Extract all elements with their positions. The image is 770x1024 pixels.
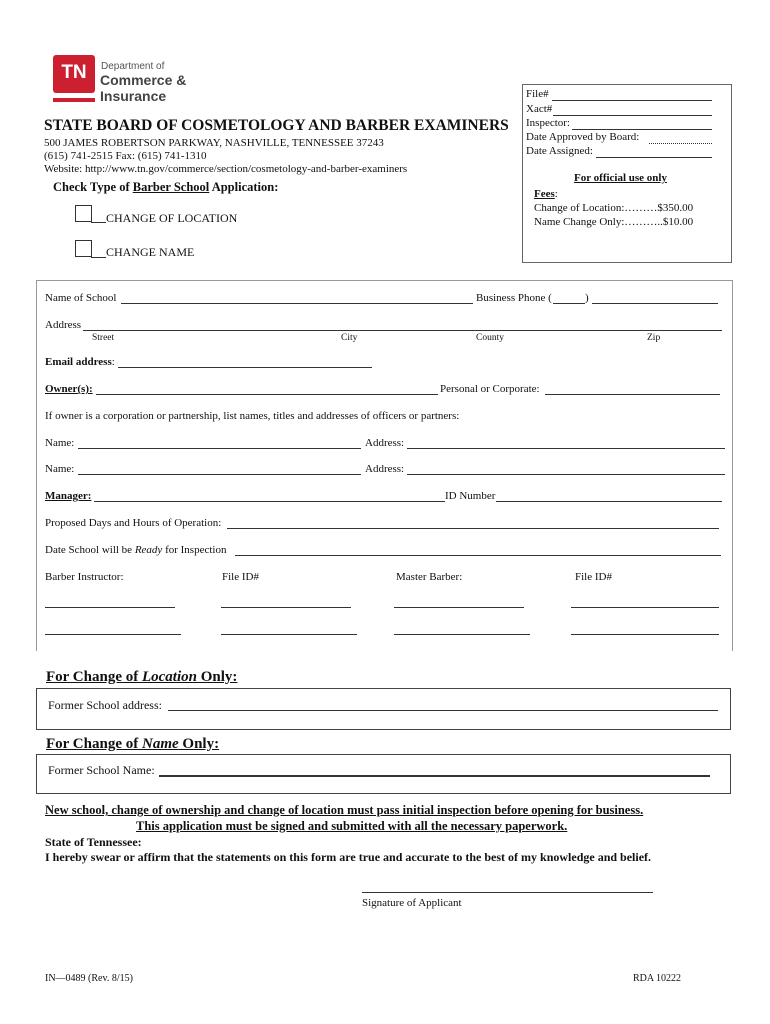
change-name-heading-pre: For Change of: [46, 736, 142, 752]
officer-name-label-1: Name:: [45, 437, 75, 449]
officer-name-field-2[interactable]: [78, 474, 361, 475]
proposed-days-field[interactable]: [227, 528, 719, 529]
header-website: Website: http://www.tn.gov/commerce/section/cosmetology-and-barber-examiners: [44, 163, 408, 175]
check-type-label: [53, 180, 278, 195]
date-ready-post: for Inspection: [162, 544, 227, 556]
former-address-field[interactable]: [168, 710, 718, 711]
change-location-heading: [46, 669, 237, 686]
area-code-field[interactable]: [553, 303, 585, 304]
street-label: Street: [92, 333, 115, 343]
master-file-id-field-2[interactable]: [571, 634, 719, 635]
inspector-field[interactable]: [572, 129, 712, 130]
fee-name-change: Name Change Only:………..$10.00: [534, 216, 694, 228]
form-number: IN—0489 (Rev. 8/15): [45, 973, 133, 984]
instructor-file-id-field-2[interactable]: [221, 634, 357, 635]
name-of-school-label: Name of School: [45, 292, 117, 304]
change-location-heading-pre: For Change of: [46, 669, 142, 685]
header-address: 500 JAMES ROBERTSON PARKWAY, NASHVILLE, TENNESSEE 37243: [44, 137, 384, 149]
date-ready-pre: Date School will be: [45, 544, 135, 556]
page-title: STATE BOARD OF COSMETOLOGY AND BARBER EXAMINERS: [44, 117, 509, 134]
tn-logo-text: TN: [61, 62, 87, 83]
change-location-option: CHANGE OF LOCATION: [106, 211, 238, 225]
file-field[interactable]: [552, 100, 712, 101]
notice-line-2: This application must be signed and submitted with all the necessary paperwork.: [136, 819, 568, 833]
officer-name-field-1[interactable]: [78, 448, 361, 449]
date-approved-label: Date Approved by Board:: [526, 131, 640, 143]
address-label: Address: [45, 319, 82, 331]
email-colon: :: [111, 356, 115, 368]
check-type-prefix: Check Type of: [53, 180, 133, 194]
owner-note: If owner is a corporation or partnership, list names, titles and addresses of officers or partners:: [45, 410, 460, 422]
master-barber-field-2[interactable]: [394, 634, 530, 635]
fees-label: Fees: [534, 188, 555, 200]
fee-change-location: Change of Location:………$350.00: [534, 202, 694, 214]
business-phone-close: ): [585, 292, 589, 304]
master-file-id-label: File ID#: [575, 571, 612, 583]
manager-field[interactable]: [94, 501, 445, 502]
rda-number: RDA 10222: [633, 973, 682, 984]
business-phone-label: Business Phone (: [476, 292, 552, 304]
change-name-heading-post: Only:: [178, 736, 220, 752]
date-assigned-label: Date Assigned:: [526, 145, 593, 157]
proposed-days-label: Proposed Days and Hours of Operation:: [45, 517, 222, 529]
date-approved-field[interactable]: [649, 143, 712, 144]
checkbox-line-2: [91, 257, 106, 258]
signature-label: Signature of Applicant: [362, 897, 462, 909]
officer-address-label-1: Address:: [365, 437, 405, 449]
inspector-label: Inspector:: [526, 117, 570, 129]
state-of-tennessee: State of Tennessee:: [45, 835, 142, 849]
check-type-suffix: Application:: [209, 180, 279, 194]
change-location-checkbox[interactable]: [75, 205, 92, 222]
change-name-option: CHANGE NAME: [106, 245, 195, 259]
change-location-heading-italic: Location: [141, 669, 197, 685]
business-phone-field[interactable]: [592, 303, 718, 304]
name-of-school-field[interactable]: [121, 303, 473, 304]
officer-address-field-1[interactable]: [407, 448, 725, 449]
logo-department: Department of: [101, 61, 165, 72]
checkbox-line-1: [91, 222, 106, 223]
officer-address-label-2: Address:: [365, 463, 405, 475]
tn-logo: [53, 55, 95, 93]
date-assigned-field[interactable]: [596, 157, 712, 158]
instructor-field-1[interactable]: [45, 607, 175, 608]
personal-corporate-field[interactable]: [545, 394, 720, 395]
id-number-field[interactable]: [496, 501, 722, 502]
zip-label: Zip: [647, 333, 661, 343]
email-field[interactable]: [118, 367, 372, 368]
city-label: City: [341, 333, 358, 343]
master-barber-label: Master Barber:: [396, 571, 463, 583]
barber-instructor-label: Barber Instructor:: [45, 571, 124, 583]
instructor-file-id-field-1[interactable]: [221, 607, 351, 608]
date-ready-field[interactable]: [235, 555, 721, 556]
change-name-heading: [46, 736, 219, 753]
xact-field[interactable]: [553, 115, 712, 116]
former-name-label: Former School Name:: [48, 763, 155, 777]
officer-address-field-2[interactable]: [407, 474, 725, 475]
instructor-file-id-label: File ID#: [222, 571, 259, 583]
former-address-label: Former School address:: [48, 698, 162, 712]
notice-line-1: New school, change of ownership and change of location must pass initial inspection before opening for business.: [45, 803, 644, 817]
email-label: Email address: [45, 356, 112, 368]
change-name-checkbox[interactable]: [75, 240, 92, 257]
owners-field[interactable]: [96, 394, 438, 395]
signature-field[interactable]: [362, 892, 653, 893]
county-label: County: [476, 333, 504, 343]
id-number-label: ID Number: [445, 490, 496, 502]
change-name-heading-italic: Name: [141, 736, 179, 752]
change-location-heading-post: Only:: [196, 669, 238, 685]
address-field[interactable]: [83, 330, 722, 331]
check-type-underlined: Barber School: [132, 180, 210, 194]
xact-label: Xact#: [526, 103, 553, 115]
official-use-label: For official use only: [574, 172, 667, 184]
affirmation-statement: I hereby swear or affirm that the statements on this form are true and accurate to the best of my knowledge and belief.: [45, 850, 652, 864]
instructor-field-2[interactable]: [45, 634, 181, 635]
former-name-field[interactable]: [159, 775, 710, 777]
logo-commerce: Commerce &: [100, 72, 187, 88]
date-ready-italic: Ready: [134, 544, 163, 556]
master-barber-field-1[interactable]: [394, 607, 524, 608]
personal-corporate-label: Personal or Corporate:: [440, 383, 540, 395]
manager-label: Manager:: [45, 490, 92, 502]
logo-bar: [53, 98, 95, 102]
fees-colon: :: [554, 188, 558, 200]
header-phone: (615) 741-2515 Fax: (615) 741-1310: [44, 150, 207, 162]
logo-insurance: Insurance: [100, 88, 167, 104]
file-label: File#: [526, 88, 549, 100]
master-file-id-field-1[interactable]: [571, 607, 719, 608]
owners-label: Owner(s):: [45, 383, 93, 395]
officer-name-label-2: Name:: [45, 463, 75, 475]
